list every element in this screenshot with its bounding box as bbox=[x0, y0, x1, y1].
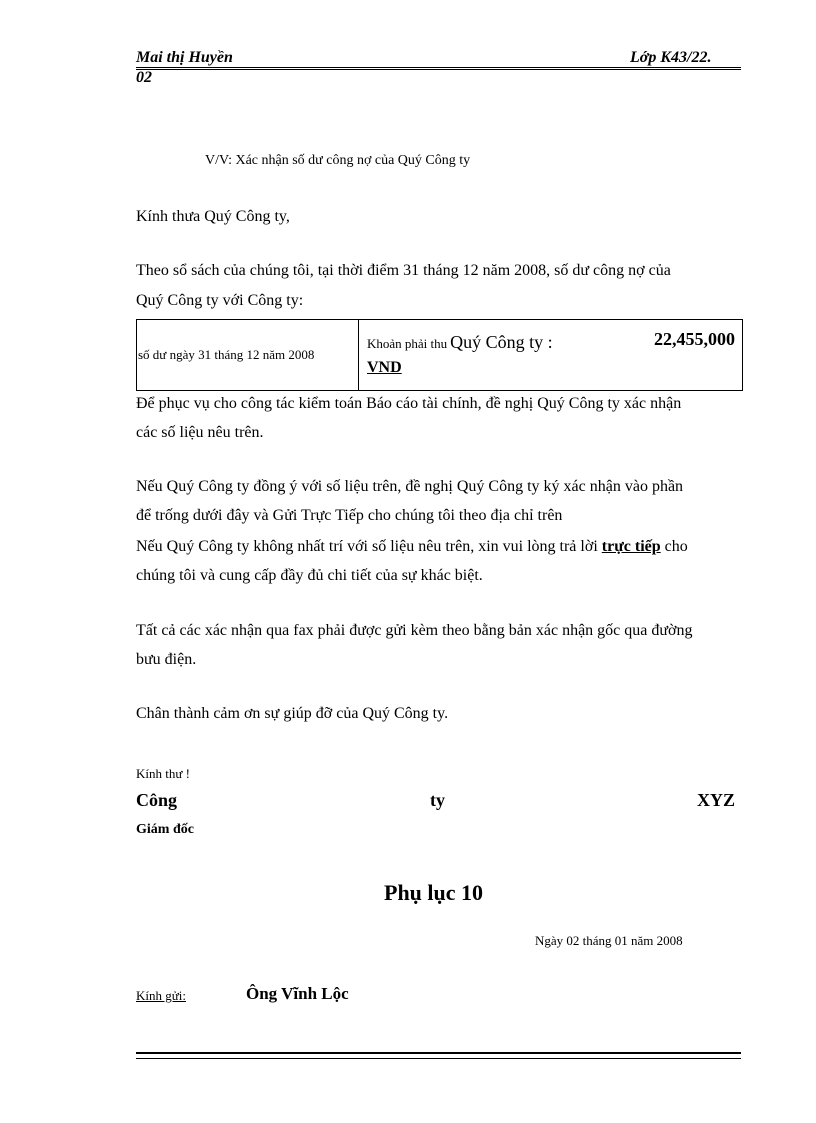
letter-subject: V/V: Xác nhận số dư công nợ của Quý Công ty bbox=[205, 153, 471, 168]
receivable-label: Khoản phải thu bbox=[367, 336, 448, 351]
letter-thanks: Chân thành cảm ơn sự giúp đỡ của Quý Công ty. bbox=[136, 705, 449, 722]
paragraph-5-line-1: Tất cả các xác nhận qua fax phải được gửi kèm theo bằng bản xác nhận gốc qua đường bbox=[136, 622, 693, 639]
header-rule bbox=[136, 67, 741, 70]
balance-date-text: số dư ngày 31 tháng 12 năm 2008 bbox=[138, 347, 315, 362]
receivable-party: Quý Công ty : bbox=[450, 332, 553, 352]
header-class: Lớp K43/22. bbox=[630, 49, 712, 66]
company-name-word-3: XYZ bbox=[697, 790, 736, 810]
letter-salutation: Kính thưa Quý Công ty, bbox=[136, 208, 290, 225]
balance-date-cell bbox=[137, 320, 359, 391]
footer-rule bbox=[136, 1052, 741, 1059]
paragraph-4-line-1-end: cho bbox=[664, 538, 688, 555]
paragraph-4-line-1 bbox=[136, 537, 688, 557]
paragraph-1-line-2: Quý Công ty với Công ty: bbox=[136, 292, 304, 309]
header-class-continuation: 02 bbox=[136, 69, 152, 86]
balance-table bbox=[136, 319, 743, 391]
balance-amount: 22,455,000 bbox=[654, 329, 735, 349]
paragraph-3-line-2: để trống dưới đây và Gửi Trực Tiếp cho chúng tôi theo địa chỉ trên bbox=[136, 507, 563, 524]
paragraph-2-line-2: các số liệu nêu trên. bbox=[136, 424, 264, 441]
recipient-name: Ông Vĩnh Lộc bbox=[246, 984, 349, 1003]
paragraph-5-line-2: bưu điện. bbox=[136, 651, 197, 668]
signer-title: Giám đốc bbox=[136, 822, 194, 837]
appendix-title: Phụ lục 10 bbox=[384, 880, 484, 905]
balance-amount-cell bbox=[359, 320, 743, 391]
paragraph-4-line-1-start: Nếu Quý Công ty không nhất trí với số liệu nêu trên, xin vui lòng trả lời bbox=[136, 538, 598, 555]
company-name-word-2: ty bbox=[430, 790, 445, 810]
paragraph-2-line-1: Để phục vụ cho công tác kiểm toán Báo cáo tài chính, đề nghị Quý Công ty xác nhận bbox=[136, 395, 682, 412]
appendix-date: Ngày 02 tháng 01 năm 2008 bbox=[535, 933, 683, 948]
balance-currency: VND bbox=[367, 359, 402, 376]
paragraph-3-line-1: Nếu Quý Công ty đồng ý với số liệu trên, đề nghị Quý Công ty ký xác nhận vào phần bbox=[136, 478, 684, 495]
direct-reply-emphasis: trực tiếp bbox=[601, 538, 661, 555]
recipient-label: Kính gửi: bbox=[136, 988, 187, 1003]
paragraph-1-line-1: Theo sổ sách của chúng tôi, tại thời điểm 31 tháng 12 năm 2008, số dư công nợ của bbox=[136, 262, 671, 279]
company-name-word-1: Công bbox=[136, 790, 178, 810]
paragraph-4-line-2: chúng tôi và cung cấp đầy đủ chi tiết của sự khác biệt. bbox=[136, 567, 483, 584]
header-author: Mai thị Huyền bbox=[136, 49, 233, 66]
letter-closing: Kính thư ! bbox=[136, 766, 190, 781]
